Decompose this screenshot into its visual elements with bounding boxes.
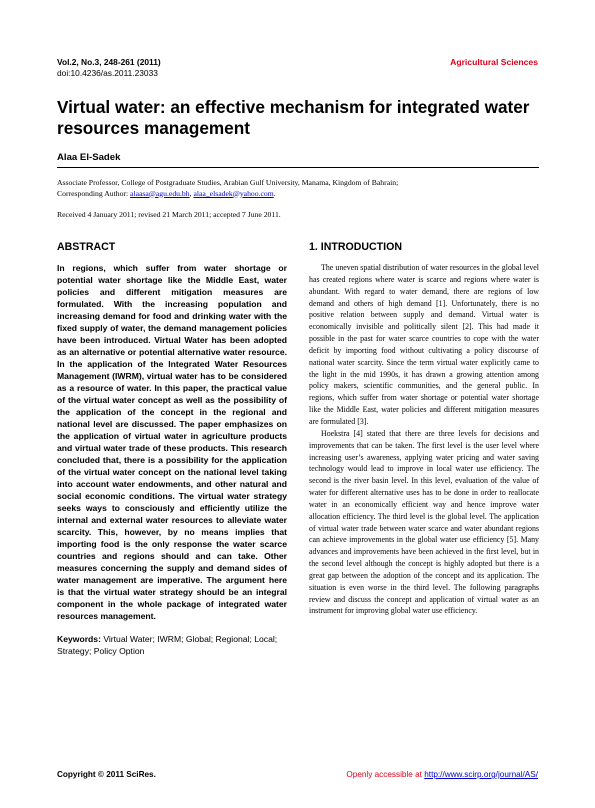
abstract-heading: ABSTRACT xyxy=(57,241,116,253)
journal-url-link[interactable]: http://www.scirp.org/journal/AS/ xyxy=(424,770,538,779)
copyright: Copyright © 2011 SciRes. xyxy=(57,770,156,779)
introduction-heading: 1. INTRODUCTION xyxy=(309,241,402,253)
doi: doi:10.4236/as.2011.23033 xyxy=(57,68,158,78)
keywords-list: Virtual Water; IWRM; Global; Regional; Local; Strategy; Policy Option xyxy=(57,634,278,656)
author-name: Alaa El-Sadek xyxy=(57,152,121,163)
email-link-1[interactable]: alaasa@agu.edu.bh xyxy=(130,188,190,198)
paper-title: Virtual water: an effective mechanism for integrated water resources management xyxy=(57,97,530,138)
affiliation-text: Associate Professor, College of Postgraduate Studies, Arabian Gulf University, Manama, Kingdom of Bahrain; xyxy=(57,178,399,187)
intro-paragraph-1: The uneven spatial distribution of water resources in the global level has created regions where water is scarce and regions where water is abundant. With regard to water demand, there are regions of low demand and others of high demand [1]. Unfortunately, there is no positive relation between supply and demand. Virtual water is economically invisible and politically silent [2]. This had made it possible in the past for water scarce countries to cope with the water deficit by importing food without cultivating a policy discourse of national water scarcity. Since the term virtual water explicitly came to the light in the mid 1990s, it has drawn a growing attention among policy makers, scientific communities, and the general public. In regions, which suffer from water shortage or potential water shortage like the Middle East, water policies and different mitigation measures are formulated [3]. xyxy=(309,263,539,426)
abstract-column xyxy=(57,241,287,657)
keywords xyxy=(57,633,287,657)
corresponding-author xyxy=(57,189,539,200)
citation-header xyxy=(57,57,161,79)
intro-paragraph-2: Hoekstra [4] stated that there are three levels for decisions and improvements that can be taken. The first level is the user level where increasing user’s awareness, applying water pricing and water saving technology would lead to improve in local water use efficiency. The second is the river basin level. In this level, evaluation of the value of water for different alternative uses has to be done in order to reallocate water in an economically efficient way and hence improve water allocation efficiency. The third level is the global level. The application of virtual water trade between water scarce and water abundant regions can achieve improvements in the global water use efficiency [5]. Many advances and improvements have been achieved in the first level, but in the second level although the concept is highly adopted but there is a great gap between the adoption of the concept and its application. The situation is even worse in the third level. The following paragraphs review and discuss the concept and application of virtual water as an instrument for improving global water use efficiency. xyxy=(309,428,539,616)
corresponding-label: Corresponding Author: xyxy=(57,188,131,198)
keywords-label: Keywords: xyxy=(57,634,101,644)
open-access-note xyxy=(346,770,538,779)
journal-name: Agricultural Sciences xyxy=(450,57,538,67)
abstract-body: In regions, which suffer from water shortage or potential water shortage like the Middle East, water policies and different mitigation measures are formulated. With the increasing population and increasing demand for food and drinking water with the fixed supply of water, the demand management policies have been introduced. Virtual Water has been adopted as an alternative or potential alternative water resource. In the application of the Integrated Water Resources Management (IWRM), virtual water has to be considered as a resource of water. In this paper, the practical value of the virtual water concept as well as the possibility of the application of the concept in the regional and national level are discussed. The paper emphasizes on the application of virtual water in agriculture products and virtual water trade of these products. This research concluded that, there is a possibility for the application of the virtual water concept on the national level taking into account water endowments, and other natural and social economic conditions. The virtual water strategy seeks ways to consciously and efficiently utilize the internal and external water resources to alleviate water scarcity. This, however, by no means implies that importing food is the only response the water scarce countries and regions should and can take. Other measures concerning the supply and demand sides of water management are imperative. The argument here is that the virtual water strategy should be an integral component in the whole package of integrated water resources management. xyxy=(57,263,287,621)
author-divider xyxy=(57,167,539,168)
introduction-column xyxy=(309,241,539,617)
email-separator: , xyxy=(189,188,194,198)
email-link-2[interactable]: alaa_elsadek@yahoo.com xyxy=(193,188,274,198)
received-dates: Received 4 January 2011; revised 21 March 2011; accepted 7 June 2011. xyxy=(57,210,281,219)
email-end: . xyxy=(273,188,276,198)
affiliation xyxy=(57,178,539,199)
volume-info: Vol.2, No.3, 248-261 (2011) xyxy=(57,57,161,67)
open-access-text: Openly accessible at xyxy=(346,770,425,779)
